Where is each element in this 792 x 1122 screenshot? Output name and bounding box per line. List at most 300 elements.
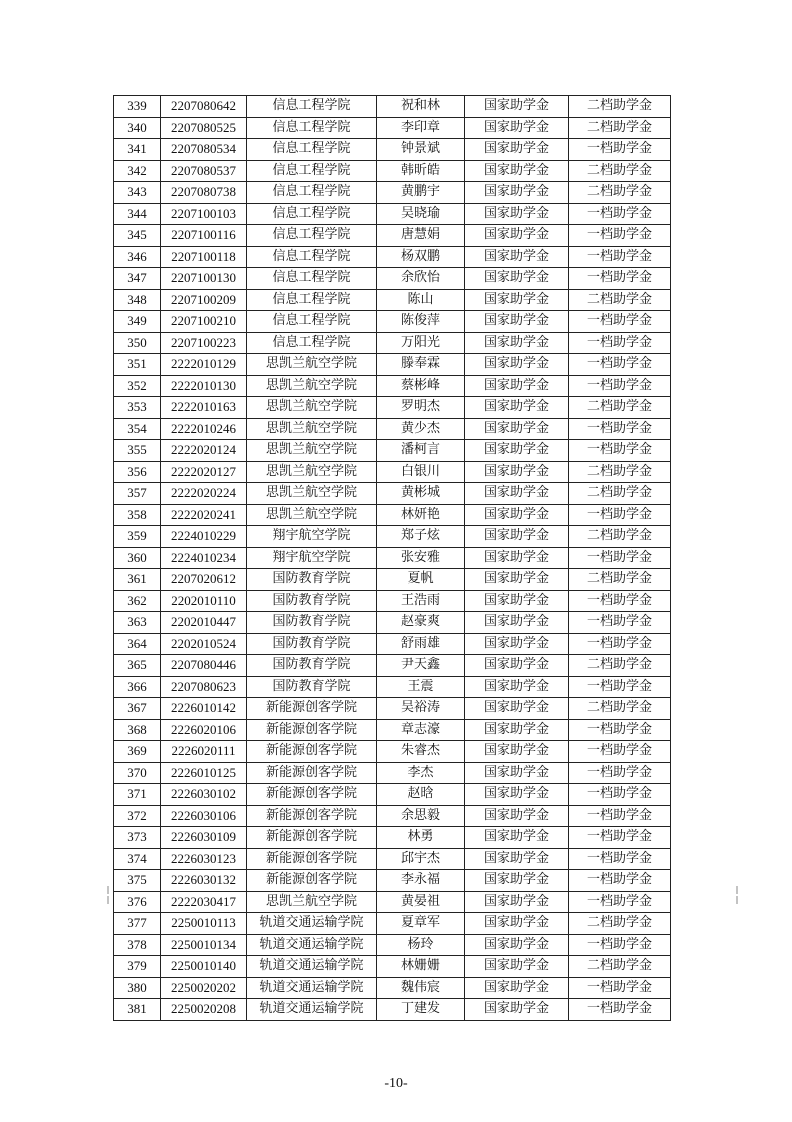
table-row [114, 225, 671, 247]
grant-type-cell: 国家助学金 [465, 934, 569, 956]
student-id-cell: 2207080738 [161, 182, 247, 204]
student-id-cell: 2207080537 [161, 160, 247, 182]
student-name-cell: 万阳光 [377, 332, 465, 354]
college-cell: 信息工程学院 [247, 311, 377, 333]
row-number-cell: 359 [114, 526, 161, 548]
college-cell: 新能源创客学院 [247, 741, 377, 763]
grant-level-cell: 二档助学金 [569, 289, 671, 311]
grant-level-cell: 一档助学金 [569, 590, 671, 612]
row-number-cell: 377 [114, 913, 161, 935]
student-id-cell: 2226030102 [161, 784, 247, 806]
college-cell: 信息工程学院 [247, 139, 377, 161]
table-row [114, 999, 671, 1021]
row-number-cell: 365 [114, 655, 161, 677]
grant-type-cell: 国家助学金 [465, 483, 569, 505]
student-name-cell: 陈俊萍 [377, 311, 465, 333]
grant-level-cell: 二档助学金 [569, 913, 671, 935]
row-number-cell: 380 [114, 977, 161, 999]
student-id-cell: 2222030417 [161, 891, 247, 913]
grant-type-cell: 国家助学金 [465, 332, 569, 354]
college-cell: 信息工程学院 [247, 225, 377, 247]
grant-type-cell: 国家助学金 [465, 354, 569, 376]
college-cell: 新能源创客学院 [247, 784, 377, 806]
student-name-cell: 邱宇杰 [377, 848, 465, 870]
student-name-cell: 夏帆 [377, 569, 465, 591]
grant-type-cell: 国家助学金 [465, 913, 569, 935]
grant-level-cell: 一档助学金 [569, 934, 671, 956]
table-row [114, 956, 671, 978]
row-number-cell: 372 [114, 805, 161, 827]
table-row [114, 698, 671, 720]
grant-type-cell: 国家助学金 [465, 139, 569, 161]
row-number-cell: 376 [114, 891, 161, 913]
table-row [114, 182, 671, 204]
table-row [114, 117, 671, 139]
student-name-cell: 陈山 [377, 289, 465, 311]
row-number-cell: 371 [114, 784, 161, 806]
grant-level-cell: 一档助学金 [569, 354, 671, 376]
student-id-cell: 2222010129 [161, 354, 247, 376]
student-id-cell: 2202010110 [161, 590, 247, 612]
row-number-cell: 363 [114, 612, 161, 634]
student-name-cell: 王浩雨 [377, 590, 465, 612]
row-number-cell: 361 [114, 569, 161, 591]
grant-type-cell: 国家助学金 [465, 612, 569, 634]
grant-type-cell: 国家助学金 [465, 719, 569, 741]
student-id-cell: 2207020612 [161, 569, 247, 591]
student-name-cell: 夏章军 [377, 913, 465, 935]
grant-level-cell: 二档助学金 [569, 569, 671, 591]
student-id-cell: 2222010163 [161, 397, 247, 419]
table-row [114, 483, 671, 505]
college-cell: 国防教育学院 [247, 655, 377, 677]
grant-type-cell: 国家助学金 [465, 805, 569, 827]
grant-level-cell: 一档助学金 [569, 440, 671, 462]
table-row [114, 762, 671, 784]
student-name-cell: 钟景斌 [377, 139, 465, 161]
grant-level-cell: 一档助学金 [569, 719, 671, 741]
row-number-cell: 345 [114, 225, 161, 247]
row-number-cell: 368 [114, 719, 161, 741]
grant-type-cell: 国家助学金 [465, 526, 569, 548]
table-row [114, 332, 671, 354]
student-id-cell: 2207100210 [161, 311, 247, 333]
table-row [114, 805, 671, 827]
grant-level-cell: 一档助学金 [569, 891, 671, 913]
table-row [114, 891, 671, 913]
grant-level-cell: 一档助学金 [569, 311, 671, 333]
student-id-cell: 2226030109 [161, 827, 247, 849]
college-cell: 信息工程学院 [247, 246, 377, 268]
grant-type-cell: 国家助学金 [465, 870, 569, 892]
grant-level-cell: 二档助学金 [569, 483, 671, 505]
college-cell: 信息工程学院 [247, 268, 377, 290]
grant-type-cell: 国家助学金 [465, 956, 569, 978]
college-cell: 思凯兰航空学院 [247, 375, 377, 397]
student-name-cell: 林妍艳 [377, 504, 465, 526]
row-number-cell: 343 [114, 182, 161, 204]
grant-type-cell: 国家助学金 [465, 676, 569, 698]
table-row [114, 96, 671, 118]
table-row [114, 375, 671, 397]
row-number-cell: 355 [114, 440, 161, 462]
student-id-cell: 2226030123 [161, 848, 247, 870]
row-number-cell: 352 [114, 375, 161, 397]
college-cell: 轨道交通运输学院 [247, 934, 377, 956]
student-name-cell: 林勇 [377, 827, 465, 849]
grant-level-cell: 一档助学金 [569, 203, 671, 225]
table-row [114, 633, 671, 655]
table-row [114, 139, 671, 161]
grant-level-cell: 一档助学金 [569, 139, 671, 161]
table-row [114, 590, 671, 612]
grant-type-cell: 国家助学金 [465, 633, 569, 655]
grant-level-cell: 一档助学金 [569, 762, 671, 784]
grant-level-cell: 二档助学金 [569, 117, 671, 139]
grant-level-cell: 一档助学金 [569, 741, 671, 763]
college-cell: 思凯兰航空学院 [247, 397, 377, 419]
college-cell: 信息工程学院 [247, 117, 377, 139]
student-name-cell: 吴裕涛 [377, 698, 465, 720]
table-row [114, 870, 671, 892]
student-id-cell: 2222020241 [161, 504, 247, 526]
student-name-cell: 舒雨雄 [377, 633, 465, 655]
table-row [114, 203, 671, 225]
student-name-cell: 罗明杰 [377, 397, 465, 419]
table-row [114, 569, 671, 591]
row-number-cell: 347 [114, 268, 161, 290]
college-cell: 新能源创客学院 [247, 848, 377, 870]
scan-artifact-left [104, 884, 114, 906]
college-cell: 轨道交通运输学院 [247, 977, 377, 999]
row-number-cell: 350 [114, 332, 161, 354]
row-number-cell: 353 [114, 397, 161, 419]
student-id-cell: 2222020127 [161, 461, 247, 483]
college-cell: 新能源创客学院 [247, 719, 377, 741]
college-cell: 国防教育学院 [247, 569, 377, 591]
college-cell: 新能源创客学院 [247, 698, 377, 720]
row-number-cell: 340 [114, 117, 161, 139]
student-name-cell: 杨双鹏 [377, 246, 465, 268]
row-number-cell: 346 [114, 246, 161, 268]
student-name-cell: 朱睿杰 [377, 741, 465, 763]
student-name-cell: 滕奉霖 [377, 354, 465, 376]
row-number-cell: 341 [114, 139, 161, 161]
student-name-cell: 林姗姗 [377, 956, 465, 978]
row-number-cell: 360 [114, 547, 161, 569]
grant-type-cell: 国家助学金 [465, 182, 569, 204]
grant-type-cell: 国家助学金 [465, 375, 569, 397]
grant-level-cell: 二档助学金 [569, 461, 671, 483]
row-number-cell: 370 [114, 762, 161, 784]
college-cell: 轨道交通运输学院 [247, 956, 377, 978]
table-row [114, 311, 671, 333]
table-row [114, 612, 671, 634]
student-id-cell: 2250020202 [161, 977, 247, 999]
student-name-cell: 黄鹏宇 [377, 182, 465, 204]
grant-level-cell: 一档助学金 [569, 784, 671, 806]
grant-type-cell: 国家助学金 [465, 891, 569, 913]
college-cell: 新能源创客学院 [247, 805, 377, 827]
college-cell: 信息工程学院 [247, 96, 377, 118]
student-name-cell: 丁建发 [377, 999, 465, 1021]
college-cell: 信息工程学院 [247, 289, 377, 311]
college-cell: 思凯兰航空学院 [247, 418, 377, 440]
student-name-cell: 祝和林 [377, 96, 465, 118]
grant-type-cell: 国家助学金 [465, 590, 569, 612]
student-name-cell: 唐慧娟 [377, 225, 465, 247]
college-cell: 国防教育学院 [247, 633, 377, 655]
grant-type-cell: 国家助学金 [465, 741, 569, 763]
grant-level-cell: 二档助学金 [569, 182, 671, 204]
student-id-cell: 2202010524 [161, 633, 247, 655]
grant-level-cell: 一档助学金 [569, 418, 671, 440]
student-name-cell: 张安雅 [377, 547, 465, 569]
student-name-cell: 魏伟宸 [377, 977, 465, 999]
grant-type-cell: 国家助学金 [465, 762, 569, 784]
student-id-cell: 2202010447 [161, 612, 247, 634]
table-row [114, 461, 671, 483]
table-row [114, 719, 671, 741]
grant-type-cell: 国家助学金 [465, 160, 569, 182]
table-row [114, 246, 671, 268]
college-cell: 思凯兰航空学院 [247, 354, 377, 376]
grant-type-cell: 国家助学金 [465, 698, 569, 720]
student-name-cell: 白银川 [377, 461, 465, 483]
student-id-cell: 2226030106 [161, 805, 247, 827]
college-cell: 思凯兰航空学院 [247, 504, 377, 526]
grant-type-cell: 国家助学金 [465, 418, 569, 440]
grant-type-cell: 国家助学金 [465, 569, 569, 591]
row-number-cell: 367 [114, 698, 161, 720]
grant-level-cell: 二档助学金 [569, 160, 671, 182]
row-number-cell: 339 [114, 96, 161, 118]
table-row [114, 160, 671, 182]
grant-type-cell: 国家助学金 [465, 504, 569, 526]
college-cell: 国防教育学院 [247, 590, 377, 612]
student-id-cell: 2250010140 [161, 956, 247, 978]
grant-type-cell: 国家助学金 [465, 289, 569, 311]
row-number-cell: 358 [114, 504, 161, 526]
student-name-cell: 余欣怡 [377, 268, 465, 290]
grant-level-cell: 一档助学金 [569, 977, 671, 999]
student-id-cell: 2226020106 [161, 719, 247, 741]
college-cell: 轨道交通运输学院 [247, 999, 377, 1021]
student-id-cell: 2222020124 [161, 440, 247, 462]
grant-type-cell: 国家助学金 [465, 827, 569, 849]
college-cell: 国防教育学院 [247, 676, 377, 698]
student-id-cell: 2207100209 [161, 289, 247, 311]
table-row [114, 784, 671, 806]
student-id-cell: 2207080525 [161, 117, 247, 139]
college-cell: 信息工程学院 [247, 332, 377, 354]
table-row [114, 741, 671, 763]
student-name-cell: 黄晏祖 [377, 891, 465, 913]
student-name-cell: 李印章 [377, 117, 465, 139]
table-row [114, 977, 671, 999]
table-row [114, 913, 671, 935]
college-cell: 思凯兰航空学院 [247, 440, 377, 462]
student-id-cell: 2222020224 [161, 483, 247, 505]
student-name-cell: 黄彬城 [377, 483, 465, 505]
row-number-cell: 348 [114, 289, 161, 311]
table-row [114, 440, 671, 462]
college-cell: 信息工程学院 [247, 203, 377, 225]
student-name-cell: 章志濠 [377, 719, 465, 741]
grant-level-cell: 一档助学金 [569, 504, 671, 526]
student-id-cell: 2226030132 [161, 870, 247, 892]
row-number-cell: 381 [114, 999, 161, 1021]
grant-level-cell: 一档助学金 [569, 332, 671, 354]
student-id-cell: 2207080446 [161, 655, 247, 677]
row-number-cell: 373 [114, 827, 161, 849]
grant-level-cell: 一档助学金 [569, 547, 671, 569]
table-row [114, 268, 671, 290]
grant-type-cell: 国家助学金 [465, 655, 569, 677]
student-name-cell: 杨玲 [377, 934, 465, 956]
college-cell: 新能源创客学院 [247, 827, 377, 849]
table-row [114, 827, 671, 849]
row-number-cell: 379 [114, 956, 161, 978]
grant-type-cell: 国家助学金 [465, 977, 569, 999]
grant-level-cell: 一档助学金 [569, 612, 671, 634]
grant-type-cell: 国家助学金 [465, 268, 569, 290]
row-number-cell: 344 [114, 203, 161, 225]
grant-level-cell: 二档助学金 [569, 526, 671, 548]
table-row [114, 547, 671, 569]
college-cell: 思凯兰航空学院 [247, 483, 377, 505]
table-row [114, 397, 671, 419]
student-id-cell: 2226010125 [161, 762, 247, 784]
table-row [114, 354, 671, 376]
student-id-cell: 2226010142 [161, 698, 247, 720]
grant-type-cell: 国家助学金 [465, 117, 569, 139]
student-name-cell: 黄少杰 [377, 418, 465, 440]
grant-level-cell: 一档助学金 [569, 225, 671, 247]
row-number-cell: 349 [114, 311, 161, 333]
scan-artifact-right [733, 884, 743, 906]
student-name-cell: 尹天鑫 [377, 655, 465, 677]
college-cell: 信息工程学院 [247, 182, 377, 204]
grant-level-cell: 一档助学金 [569, 805, 671, 827]
student-name-cell: 韩昕皓 [377, 160, 465, 182]
table-row [114, 418, 671, 440]
student-id-cell: 2207100103 [161, 203, 247, 225]
table-row [114, 655, 671, 677]
grant-type-cell: 国家助学金 [465, 203, 569, 225]
student-id-cell: 2207100223 [161, 332, 247, 354]
student-id-cell: 2207080623 [161, 676, 247, 698]
grant-level-cell: 一档助学金 [569, 375, 671, 397]
student-name-cell: 赵晗 [377, 784, 465, 806]
grant-recipient-table [113, 95, 671, 1021]
student-id-cell: 2224010229 [161, 526, 247, 548]
grant-level-cell: 二档助学金 [569, 698, 671, 720]
student-id-cell: 2222010130 [161, 375, 247, 397]
table-row [114, 676, 671, 698]
grant-level-cell: 一档助学金 [569, 870, 671, 892]
student-id-cell: 2250010113 [161, 913, 247, 935]
table-row [114, 848, 671, 870]
row-number-cell: 374 [114, 848, 161, 870]
grant-level-cell: 一档助学金 [569, 999, 671, 1021]
student-id-cell: 2226020111 [161, 741, 247, 763]
college-cell: 翔宇航空学院 [247, 547, 377, 569]
page-number: -10- [384, 1076, 408, 1091]
row-number-cell: 378 [114, 934, 161, 956]
table-row [114, 934, 671, 956]
grant-level-cell: 一档助学金 [569, 848, 671, 870]
student-name-cell: 余思毅 [377, 805, 465, 827]
row-number-cell: 375 [114, 870, 161, 892]
row-number-cell: 354 [114, 418, 161, 440]
student-id-cell: 2207080534 [161, 139, 247, 161]
student-name-cell: 郑子炫 [377, 526, 465, 548]
row-number-cell: 369 [114, 741, 161, 763]
student-name-cell: 吴晓瑜 [377, 203, 465, 225]
student-name-cell: 蔡彬峰 [377, 375, 465, 397]
grant-type-cell: 国家助学金 [465, 848, 569, 870]
grant-type-cell: 国家助学金 [465, 461, 569, 483]
college-cell: 轨道交通运输学院 [247, 913, 377, 935]
table-row [114, 289, 671, 311]
college-cell: 新能源创客学院 [247, 870, 377, 892]
college-cell: 思凯兰航空学院 [247, 891, 377, 913]
college-cell: 信息工程学院 [247, 160, 377, 182]
grant-level-cell: 一档助学金 [569, 676, 671, 698]
student-id-cell: 2222010246 [161, 418, 247, 440]
grant-type-cell: 国家助学金 [465, 225, 569, 247]
row-number-cell: 351 [114, 354, 161, 376]
grant-type-cell: 国家助学金 [465, 999, 569, 1021]
student-name-cell: 王震 [377, 676, 465, 698]
student-name-cell: 赵豪爽 [377, 612, 465, 634]
grant-level-cell: 一档助学金 [569, 633, 671, 655]
grant-level-cell: 一档助学金 [569, 827, 671, 849]
college-cell: 思凯兰航空学院 [247, 461, 377, 483]
student-id-cell: 2207100118 [161, 246, 247, 268]
student-id-cell: 2207080642 [161, 96, 247, 118]
grant-level-cell: 二档助学金 [569, 397, 671, 419]
row-number-cell: 342 [114, 160, 161, 182]
row-number-cell: 366 [114, 676, 161, 698]
student-id-cell: 2207100130 [161, 268, 247, 290]
student-name-cell: 潘柯言 [377, 440, 465, 462]
row-number-cell: 357 [114, 483, 161, 505]
grant-level-cell: 一档助学金 [569, 246, 671, 268]
grant-level-cell: 二档助学金 [569, 956, 671, 978]
row-number-cell: 364 [114, 633, 161, 655]
grant-type-cell: 国家助学金 [465, 96, 569, 118]
grant-level-cell: 一档助学金 [569, 268, 671, 290]
grant-type-cell: 国家助学金 [465, 547, 569, 569]
grant-level-cell: 二档助学金 [569, 655, 671, 677]
student-id-cell: 2250010134 [161, 934, 247, 956]
student-name-cell: 李杰 [377, 762, 465, 784]
table-row [114, 504, 671, 526]
grant-type-cell: 国家助学金 [465, 440, 569, 462]
table-body [114, 96, 671, 1021]
row-number-cell: 362 [114, 590, 161, 612]
grant-type-cell: 国家助学金 [465, 311, 569, 333]
student-id-cell: 2224010234 [161, 547, 247, 569]
grant-type-cell: 国家助学金 [465, 397, 569, 419]
student-name-cell: 李永福 [377, 870, 465, 892]
student-id-cell: 2207100116 [161, 225, 247, 247]
grant-level-cell: 二档助学金 [569, 96, 671, 118]
grant-type-cell: 国家助学金 [465, 784, 569, 806]
table-row [114, 526, 671, 548]
